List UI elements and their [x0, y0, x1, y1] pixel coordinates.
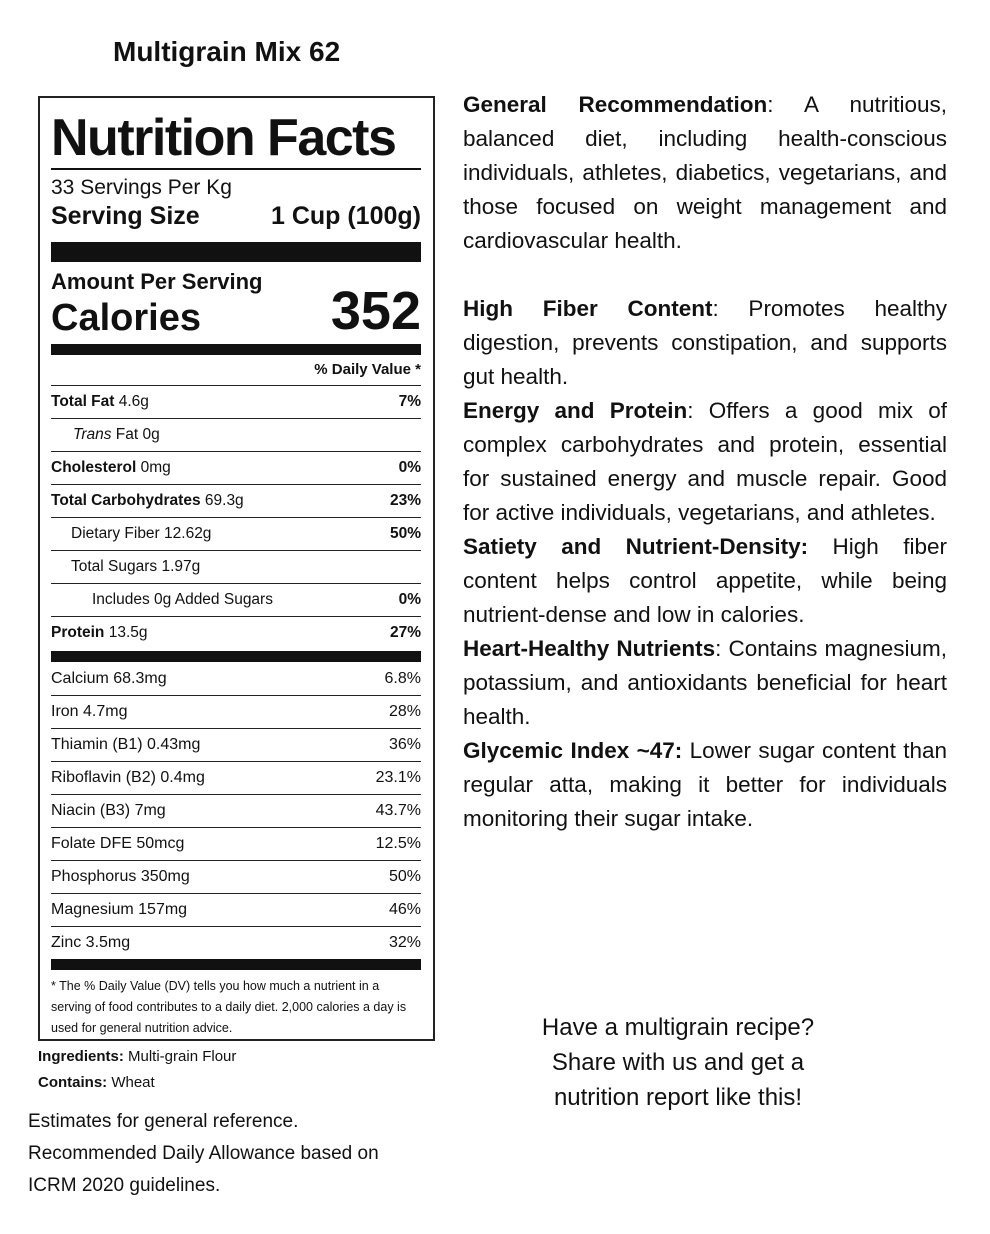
serving-size-label: Serving Size [51, 202, 200, 230]
nutrient-row: Includes 0g Added Sugars 0% [51, 583, 421, 616]
thick-divider [51, 959, 421, 970]
ingredients-block: Ingredients: Multi-grain Flour Contains: Wheat [38, 1048, 237, 1091]
daily-value-header: % Daily Value * [314, 361, 421, 378]
calories-value: 352 [330, 281, 421, 341]
benefits-text [463, 88, 947, 836]
vitamin-name: Niacin (B3) 7mg [51, 802, 166, 819]
benefit-paragraph: Glycemic Index ~47: Lower sugar content than regular atta, making it better for individuals monitoring their sugar intake. [463, 738, 948, 831]
thick-divider [51, 242, 421, 262]
estimates-note: Estimates for general reference. Recommended Daily Allowance based on ICRM 2020 guidelines. [28, 1111, 379, 1196]
nutrient-row: Dietary Fiber 12.62g 50% [51, 517, 421, 550]
vitamin-name: Riboflavin (B2) 0.4mg [51, 769, 205, 786]
vitamin-dv: 43.7% [375, 802, 421, 819]
vitamin-list [51, 662, 421, 959]
calories-label: Calories [51, 297, 201, 339]
vitamin-row [51, 695, 421, 728]
nutrition-facts-label [38, 96, 435, 1041]
daily-value-footnote: * The % Daily Value (DV) tells you how much a nutrient in a serving of food contributes to a daily diet. 2,000 calories a day is used for general nutrition advice. [51, 979, 407, 1035]
vitamin-row [51, 794, 421, 827]
nutrient-row: Cholesterol 0mg 0% [51, 451, 421, 484]
nutrient-row: Trans Fat 0g [51, 418, 421, 451]
nutrient-row: Total Fat 4.6g 7% [51, 385, 421, 418]
nutrient-row: Total Sugars 1.97g [51, 550, 421, 583]
vitamin-dv: 50% [388, 868, 421, 885]
benefit-paragraph: High Fiber Content: Promotes healthy digestion, prevents constipation, and supports gut health. [463, 296, 948, 389]
vitamin-row [51, 893, 421, 926]
servings-per: 33 Servings Per Kg [51, 176, 232, 199]
vitamin-row [51, 827, 421, 860]
product-title: Multigrain Mix 62 [113, 36, 341, 67]
vitamin-name: Zinc 3.5mg [51, 934, 131, 951]
vitamin-name: Phosphorus 350mg [51, 868, 190, 885]
amount-per-serving: Amount Per Serving [51, 269, 263, 294]
vitamin-dv: 23.1% [375, 769, 421, 786]
vitamin-dv: 32% [388, 934, 421, 951]
vitamin-dv: 28% [388, 703, 421, 720]
vitamin-dv: 46% [388, 901, 421, 918]
nutrient-row: Protein 13.5g 27% [51, 616, 421, 649]
vitamin-name: Calcium 68.3mg [51, 669, 167, 687]
benefit-paragraph: Heart-Healthy Nutrients: Contains magnesium, potassium, and antioxidants beneficial for heart health. [463, 636, 947, 729]
vitamin-row [51, 662, 421, 695]
benefit-paragraph: Satiety and Nutrient-Density: High fiber content helps control appetite, while being nutrient-dense and low in calories. [463, 534, 947, 627]
medium-divider [51, 344, 421, 355]
recipe-promo: Have a multigrain recipe? Share with us and get a nutrition report like this! [541, 1014, 815, 1111]
serving-size [51, 200, 421, 232]
label-heading: Nutrition Facts [51, 109, 396, 167]
vitamin-dv: 6.8% [384, 669, 421, 687]
vitamin-row [51, 761, 421, 794]
vitamin-name: Folate DFE 50mcg [51, 835, 185, 852]
benefit-paragraph: Energy and Protein: Offers a good mix of complex carbohydrates and protein, essential for sustained energy and muscle repair. Good for active individuals, vegetarians, and athletes. [463, 398, 947, 525]
vitamin-row [51, 860, 421, 893]
vitamin-row [51, 728, 421, 761]
vitamin-name: Thiamin (B1) 0.43mg [51, 736, 201, 753]
vitamin-name: Magnesium 157mg [51, 901, 188, 918]
vitamin-name: Iron 4.7mg [51, 703, 128, 720]
vitamin-dv: 12.5% [375, 835, 421, 852]
nutrient-row: Total Carbohydrates 69.3g 23% [51, 484, 421, 517]
vitamin-dv: 36% [388, 736, 421, 753]
thick-divider [51, 651, 421, 662]
serving-size-value: 1 Cup (100g) [270, 202, 421, 230]
vitamin-row [51, 926, 421, 959]
benefit-paragraph: General Recommendation: A nutritious, balanced diet, including health-conscious individuals, athletes, diabetics, vegetarians, and those focused on weight management and cardiovascular health. [463, 92, 948, 253]
